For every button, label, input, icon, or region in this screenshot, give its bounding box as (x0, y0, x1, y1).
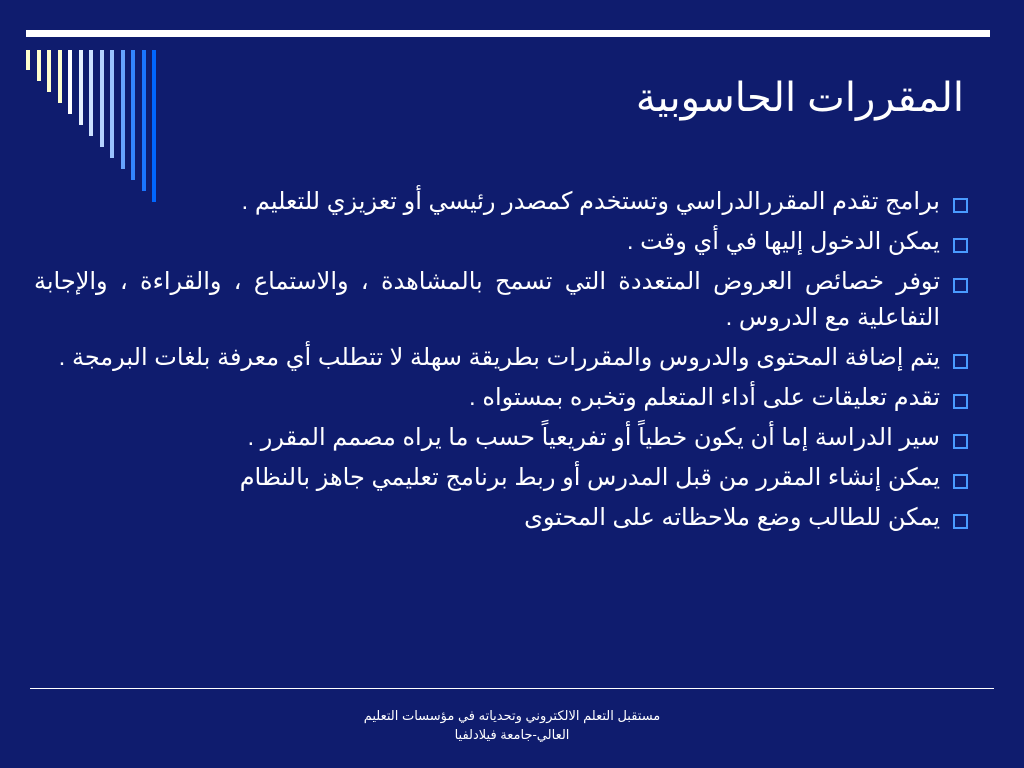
decorative-stripe (152, 50, 156, 202)
decorative-stripe (110, 50, 114, 158)
decorative-stripe (142, 50, 146, 191)
top-rule (26, 30, 990, 37)
square-bullet-icon (953, 434, 968, 449)
decorative-stripe (131, 50, 135, 180)
bullet-item (34, 380, 970, 416)
slide-title: المقررات الحاسوبية (635, 76, 964, 120)
square-bullet-icon (953, 354, 968, 369)
bullet-item (34, 500, 970, 536)
decorative-stripe (79, 50, 83, 125)
decorative-stripe (89, 50, 93, 136)
slide-footer (312, 706, 712, 744)
bullet-item (34, 264, 970, 336)
square-bullet-icon (953, 278, 968, 293)
square-bullet-icon (953, 474, 968, 489)
decorative-stripes (26, 50, 166, 205)
bullet-text: سير الدراسة إما أن يكون خطياً أو تفريعياً حسب ما يراه مصمم المقرر . (247, 424, 940, 451)
decorative-stripe (26, 50, 30, 70)
bullet-item (34, 224, 970, 260)
bullet-list (34, 184, 970, 540)
bullet-text: يتم إضافة المحتوى والدروس والمقررات بطريقة سهلة لا تتطلب أي معرفة بلغات البرمجة . (58, 344, 940, 371)
decorative-stripe (100, 50, 104, 147)
decorative-stripe (37, 50, 41, 81)
bullet-item (34, 184, 970, 220)
bullet-item (34, 340, 970, 376)
decorative-stripe (58, 50, 62, 103)
bullet-text: يمكن الدخول إليها في أي وقت . (626, 228, 940, 255)
bullet-item (34, 420, 970, 456)
footer-line-2: العالي-جامعة فيلادلفيا (454, 727, 570, 742)
square-bullet-icon (953, 394, 968, 409)
decorative-stripe (68, 50, 72, 114)
bullet-text: برامج تقدم المقررالدراسي وتستخدم كمصدر رئيسي أو تعزيزي للتعليم . (241, 188, 940, 215)
bullet-text: يمكن إنشاء المقرر من قبل المدرس أو ربط برنامج تعليمي جاهز بالنظام (239, 464, 940, 491)
bullet-text: تقدم تعليقات على أداء المتعلم وتخبره بمستواه . (469, 384, 940, 411)
bullet-text: توفر خصائص العروض المتعددة التي تسمح بالمشاهدة ، والاستماع ، والقراءة ، والإجابة التفاعلية مع الدروس . (34, 268, 940, 331)
square-bullet-icon (953, 514, 968, 529)
decorative-stripe (121, 50, 125, 169)
footer-line-1: مستقبل التعلم الالكتروني وتحدياته في مؤسسات التعليم (363, 708, 661, 723)
bottom-rule (30, 688, 994, 689)
square-bullet-icon (953, 198, 968, 213)
decorative-stripe (47, 50, 51, 92)
bullet-item (34, 460, 970, 496)
square-bullet-icon (953, 238, 968, 253)
bullet-text: يمكن للطالب وضع ملاحظاته على المحتوى (524, 504, 940, 531)
